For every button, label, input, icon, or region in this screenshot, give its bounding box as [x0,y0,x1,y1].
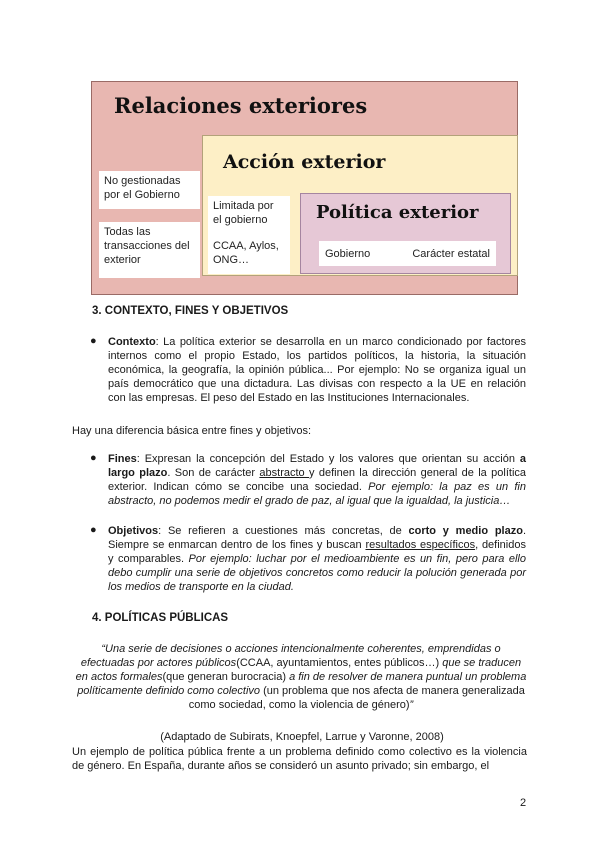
fines-paragraph [108,452,526,508]
section3-heading: 3. CONTEXTO, FINES Y OBJETIVOS [92,305,289,317]
inner-title: Política exterior [316,202,479,223]
nested-diagram [91,81,518,295]
quote-source: (Adaptado de Subirats, Knoepfel, Larrue y Varonne, 2008) [160,731,444,743]
middle-note [208,196,290,274]
objetivos-label: Objetivos [108,525,159,537]
quote-part-5: a fin de resolver de manera puntual un problema políticamente definido como colectivo [77,671,527,697]
fines-text-2: . Son de carácter [167,467,260,479]
inner-item-2: Carácter estatal [412,247,490,260]
obj-text-1: : Se refieren a cuestiones más concretas, de [158,525,409,537]
obj-bold: corto y medio plazo [408,525,523,537]
contexto-text: : La política exterior se desarrolla en un marco condicionado por factores internos como el propio Estado, los partidos políticos, la historia, la situación económica, la geografía, la opinión pública... Por ejemplo: No se organiza igual un país democrático que una dictadura. Las divisas con respecto a la UE en relación con las empresas. El peso del Estado en las Instituciones Internacionales. [108,336,526,404]
politicas-paragraph: Un ejemplo de política pública frente a un problema definido como colectivo es la violencia de género. En España, durante años se consideró un asunto privado; sin embargo, el [72,746,527,772]
inner-box [300,193,511,274]
objetivos-paragraph [108,524,526,594]
section4-heading: 4. POLÍTICAS PÚBLICAS [92,612,229,624]
middle-title: Acción exterior [223,151,386,173]
fines-underline: abstracto [259,467,310,479]
fines-example: Por ejemplo: la paz es un fin abstracto, no podemos medir el grado de paz, al igual que la igualdad, la justicia… [108,481,526,507]
fines-label: Fines [108,453,137,465]
contexto-paragraph [108,335,526,405]
inner-item-1: Gobierno [325,247,371,260]
contexto-label: Contexto [108,336,156,348]
outer-title: Relaciones exteriores [114,93,368,118]
fines-text-1: : Expresan la concepción del Estado y los valores que orientan su acción [136,453,520,465]
bullet-dot: ● [90,452,97,464]
fines-text-3: y definen la dirección general de la política exterior. Indican cómo se concibe una sociedad. [108,467,527,493]
quote-part-7: ” [409,699,414,711]
outer-note-2: Todas las transacciones del exterior [99,222,200,278]
quote-part-2: (CCAA, ayuntamientos, entes públicos…) [236,657,443,669]
obj-text-2: . Siempre se enmarcan dentro de los fines y buscan [108,525,526,551]
fines-bold: a largo plazo [108,453,526,479]
fines-intro: Hay una diferencia básica entre fines y objetivos: [72,425,312,437]
obj-example: Por ejemplo: luchar por el medioambiente es un fin, pero para ello debo cumplir una serie de objetivos concretos como reducir la polución generada por los medios de transporte en la ciudad. [108,553,526,593]
outer-note-1: No gestionadas por el Gobierno [99,171,200,209]
obj-underline: resultados específicos [365,539,476,551]
inner-strip [319,241,496,266]
middle-note-line2: CCAA, Aylos, ONG… [213,240,279,266]
page-number: 2 [520,797,527,809]
quote-paragraph [75,642,527,712]
quote-part-3: que se traducen en actos formales [75,657,522,683]
bullet-dot: ● [90,335,97,347]
obj-text-3: , definidos y comparables. [108,539,526,565]
quote-part-6: (un problema que nos afecta de manera generalizada como sociedad, como la violencia de género) [188,685,525,711]
quote-part-4: (que generan burocracia) [162,671,290,683]
middle-box [202,135,518,276]
middle-note-line1: Limitada por el gobierno [213,200,274,226]
bullet-dot: ● [90,524,97,536]
quote-part-1: “Una serie de decisiones o acciones intencionalmente coherentes, emprendidas o efectuadas por actores públicos [80,643,501,669]
